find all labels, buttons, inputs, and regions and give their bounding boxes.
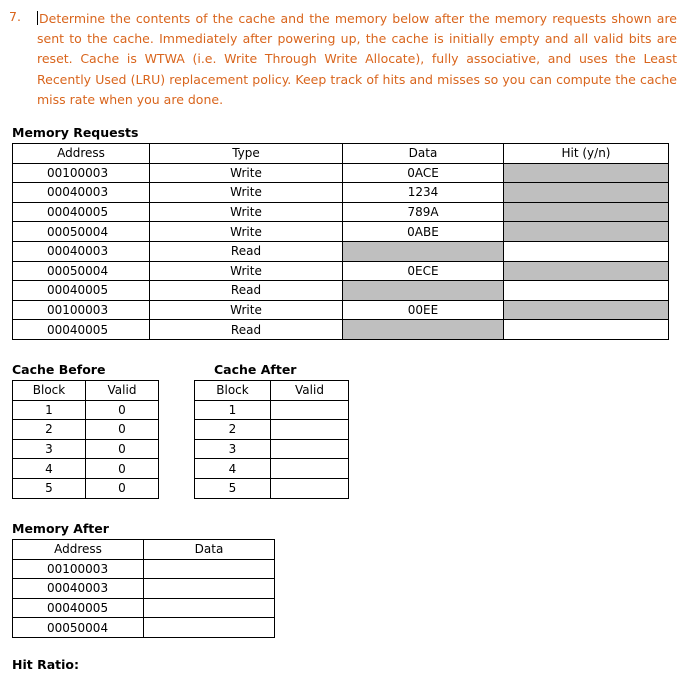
text-cursor [37,11,38,25]
valid-cell[interactable] [271,478,349,498]
address-cell: 00050004 [13,261,150,281]
data-cell: 789A [343,202,504,222]
table-row [13,183,669,203]
memory-after-heading: Memory After [12,521,109,536]
address-cell: 00040003 [13,183,150,203]
data-cell[interactable] [144,598,275,618]
table-row [13,281,669,301]
type-cell: Write [150,300,343,320]
cache-after-table [194,380,349,499]
memory-requests-table [12,143,669,340]
data-header: Data [343,144,504,164]
hit-cell[interactable] [504,320,669,340]
valid-cell: 0 [86,400,159,420]
header-row [13,540,275,560]
valid-cell[interactable] [271,439,349,459]
hit-cell [504,202,669,222]
table-row [195,459,349,479]
table-row [13,320,669,340]
block-cell: 4 [13,459,86,479]
cache-before-table [12,380,159,499]
address-cell: 00040005 [13,281,150,301]
address-cell: 00100003 [13,163,150,183]
hit-cell [504,183,669,203]
valid-header: Valid [271,381,349,401]
type-cell: Read [150,241,343,261]
hit-header: Hit (y/n) [504,144,669,164]
header-row [195,381,349,401]
cache-before-heading: Cache Before [12,362,106,377]
block-cell: 4 [195,459,271,479]
table-row [13,400,159,420]
block-header: Block [195,381,271,401]
block-cell: 5 [13,478,86,498]
valid-cell: 0 [86,459,159,479]
question-number: 7. [9,9,21,24]
address-header: Address [13,144,150,164]
valid-cell[interactable] [271,420,349,440]
type-header: Type [150,144,343,164]
block-cell: 1 [13,400,86,420]
hit-cell [504,222,669,242]
table-row [195,439,349,459]
hit-cell [504,300,669,320]
memory-after-table [12,539,275,638]
cache-after-heading: Cache After [214,362,297,377]
valid-cell: 0 [86,439,159,459]
table-row [13,300,669,320]
question-text [37,9,677,110]
type-cell: Write [150,222,343,242]
block-header: Block [13,381,86,401]
valid-cell[interactable] [271,400,349,420]
valid-cell: 0 [86,420,159,440]
address-cell: 00040003 [13,241,150,261]
table-row [13,241,669,261]
header-row [13,381,159,401]
table-row [13,598,275,618]
block-cell: 1 [195,400,271,420]
valid-cell: 0 [86,478,159,498]
type-cell: Write [150,163,343,183]
data-cell[interactable] [144,559,275,579]
table-row [13,222,669,242]
memory-requests-heading: Memory Requests [12,125,139,140]
address-cell: 00040005 [13,202,150,222]
address-cell: 00100003 [13,300,150,320]
data-cell: 00EE [343,300,504,320]
table-row [13,439,159,459]
data-cell: 0ABE [343,222,504,242]
table-row [195,420,349,440]
table-row [13,202,669,222]
data-cell: 0ECE [343,261,504,281]
table-row [13,478,159,498]
table-row [13,579,275,599]
data-cell [343,281,504,301]
header-row [13,144,669,164]
address-cell: 00100003 [13,559,144,579]
type-cell: Write [150,261,343,281]
table-row [13,163,669,183]
data-cell[interactable] [144,618,275,638]
hit-cell [504,163,669,183]
block-cell: 5 [195,478,271,498]
table-row [13,261,669,281]
table-row [13,618,275,638]
data-header: Data [144,540,275,560]
data-cell: 1234 [343,183,504,203]
table-row [195,478,349,498]
data-cell [343,320,504,340]
block-cell: 3 [13,439,86,459]
valid-cell[interactable] [271,459,349,479]
table-row [13,459,159,479]
address-header: Address [13,540,144,560]
table-row [13,559,275,579]
address-cell: 00040005 [13,598,144,618]
data-cell [343,241,504,261]
data-cell[interactable] [144,579,275,599]
address-cell: 00040003 [13,579,144,599]
address-cell: 00040005 [13,320,150,340]
type-cell: Read [150,281,343,301]
valid-header: Valid [86,381,159,401]
data-cell: 0ACE [343,163,504,183]
type-cell: Write [150,202,343,222]
hit-ratio-label: Hit Ratio: [12,657,79,672]
hit-cell[interactable] [504,241,669,261]
table-row [13,420,159,440]
block-cell: 2 [13,420,86,440]
address-cell: 00050004 [13,222,150,242]
question-body: Determine the contents of the cache and the memory below after the memory requests shown are sent to the cache. Immediately after powering up, the cache is initially empty and all valid bits are reset. Cache is WTWA (i.e. Write Through Write Allocate), fully associative, and uses the Least Recently Used (LRU) replacement policy. Keep track of hits and misses so you can compute the cache miss rate when you are done. [37,11,677,107]
block-cell: 2 [195,420,271,440]
table-row [195,400,349,420]
type-cell: Write [150,183,343,203]
address-cell: 00050004 [13,618,144,638]
type-cell: Read [150,320,343,340]
hit-cell [504,261,669,281]
block-cell: 3 [195,439,271,459]
hit-cell[interactable] [504,281,669,301]
